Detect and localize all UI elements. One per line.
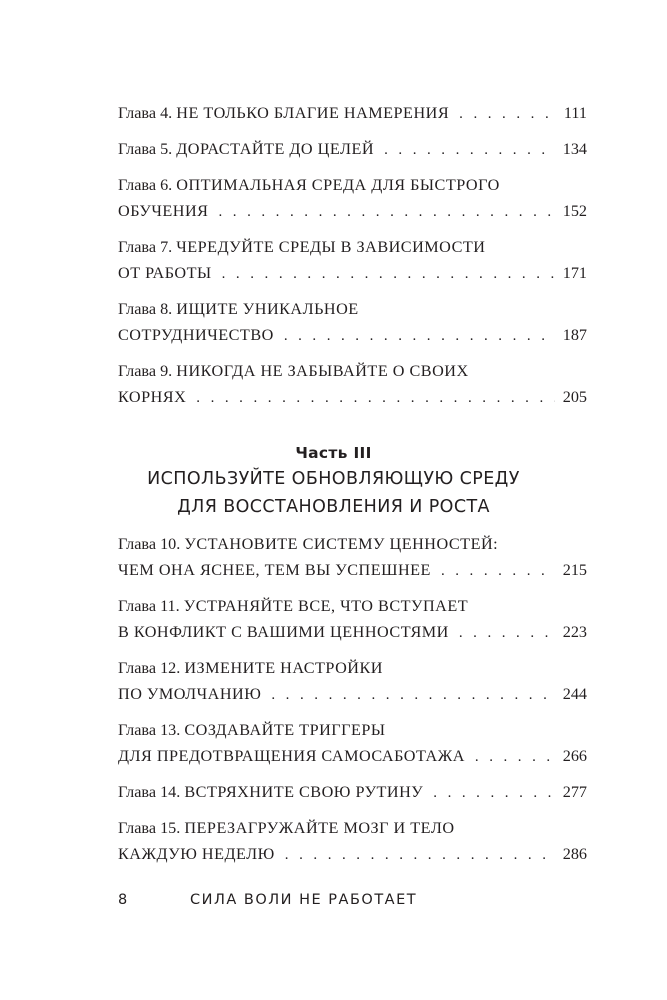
page-number: 187 <box>562 326 587 344</box>
footer-book-title: СИЛА ВОЛИ НЕ РАБОТАЕТ <box>190 892 418 908</box>
dot-leader <box>433 780 554 806</box>
chapter-title-text <box>118 260 212 286</box>
footer-page-number: 8 <box>118 892 129 908</box>
chapter-title-text: КОРНЯХ <box>118 388 187 406</box>
toc-entry <box>118 655 587 708</box>
chapter-title-line <box>118 717 587 743</box>
chapter-title-text <box>118 557 431 583</box>
chapter-title-last-line <box>118 779 587 806</box>
chapter-title-text: ПО УМОЛЧАНИЮ <box>118 685 262 703</box>
chapter-title-text: ОБУЧЕНИЯ <box>118 202 209 220</box>
chapter-number: Глава 12. <box>118 659 181 677</box>
toc-entry <box>118 717 587 770</box>
chapter-title-line <box>118 172 587 198</box>
page-number: 277 <box>562 783 587 801</box>
toc-entry <box>118 100 587 127</box>
page-footer <box>118 892 417 908</box>
chapter-title-last-line <box>118 136 587 163</box>
chapter-title-text <box>118 384 186 410</box>
chapter-title-text: ЧЕРЕДУЙТЕ СРЕДЫ В ЗАВИСИМОСТИ <box>176 238 486 256</box>
page-number: 152 <box>562 202 587 220</box>
chapter-title-last-line <box>118 384 587 411</box>
dot-leader <box>196 385 554 411</box>
chapter-title-line <box>118 296 587 322</box>
chapter-title-last-line <box>118 841 587 868</box>
chapter-title-text: ПЕРЕЗАГРУЖАЙТЕ МОЗГ И ТЕЛО <box>184 819 455 837</box>
dot-leader <box>284 323 555 349</box>
chapter-title-last-line <box>118 260 587 287</box>
chapter-number: Глава 5. <box>118 140 173 158</box>
chapter-title-text: НИКОГДА НЕ ЗАБЫВАЙТЕ О СВОИХ <box>176 362 469 380</box>
table-of-contents-top <box>118 100 587 411</box>
chapter-title-last-line <box>118 198 587 225</box>
part-heading <box>0 441 667 521</box>
chapter-title-text: ВСТРЯХНИТЕ СВОЮ РУТИНУ <box>184 783 424 801</box>
chapter-number: Глава 6. <box>118 176 173 194</box>
chapter-title-text <box>118 743 465 769</box>
toc-entry <box>118 779 587 806</box>
chapter-title-text <box>118 681 261 707</box>
chapter-title-text <box>118 136 374 162</box>
dot-leader <box>459 101 556 127</box>
part-title-line-2: ДЛЯ ВОССТАНОВЛЕНИЯ И РОСТА <box>177 497 490 517</box>
page-number: 134 <box>562 140 587 158</box>
chapter-title-text: ДЛЯ ПРЕДОТВРАЩЕНИЯ САМОСАБОТАЖА <box>118 747 465 765</box>
chapter-title-line <box>118 358 587 384</box>
chapter-number: Глава 14. <box>118 783 181 801</box>
chapter-title-text: УСТРАНЯЙТЕ ВСЕ, ЧТО ВСТУПАЕТ <box>183 597 469 615</box>
chapter-title-text <box>118 100 449 126</box>
dot-leader <box>271 682 554 708</box>
dot-leader <box>459 620 555 646</box>
page-number: 171 <box>562 264 587 282</box>
chapter-title-text: В КОНФЛИКТ С ВАШИМИ ЦЕННОСТЯМИ <box>118 623 449 641</box>
dot-leader <box>218 199 554 225</box>
toc-entry <box>118 172 587 225</box>
chapter-title-text <box>118 198 208 224</box>
toc-entry <box>118 531 587 584</box>
chapter-title-text <box>118 322 274 348</box>
chapter-number: Глава 8. <box>118 300 173 318</box>
chapter-number: Глава 15. <box>118 819 181 837</box>
chapter-title-line <box>118 531 587 557</box>
toc-entry <box>118 296 587 349</box>
toc-entry <box>118 358 587 411</box>
chapter-number: Глава 4. <box>118 104 173 122</box>
chapter-title-text: ДОРАСТАЙТЕ ДО ЦЕЛЕЙ <box>176 140 375 158</box>
dot-leader <box>441 558 555 584</box>
chapter-title-text: ЧЕМ ОНА ЯСНЕЕ, ТЕМ ВЫ УСПЕШНЕЕ <box>118 561 431 579</box>
chapter-number: Глава 13. <box>118 721 181 739</box>
chapter-title-text <box>118 841 275 867</box>
chapter-title-last-line <box>118 322 587 349</box>
page-number: 205 <box>562 388 587 406</box>
chapter-title-last-line <box>118 619 587 646</box>
chapter-title-last-line <box>118 681 587 708</box>
part-title-line-1: ИСПОЛЬЗУЙТЕ ОБНОВЛЯЮЩУЮ СРЕДУ <box>147 469 520 489</box>
chapter-title-last-line <box>118 557 587 584</box>
chapter-title-line <box>118 655 587 681</box>
chapter-title-text: НЕ ТОЛЬКО БЛАГИЕ НАМЕРЕНИЯ <box>176 104 450 122</box>
chapter-title-line <box>118 815 587 841</box>
chapter-title-text: ИЩИТЕ УНИКАЛЬНОЕ <box>176 300 359 318</box>
page-number: 215 <box>562 561 587 579</box>
page-number: 111 <box>563 104 587 122</box>
dot-leader <box>384 137 555 163</box>
chapter-number: Глава 7. <box>118 238 173 256</box>
chapter-title-text: СОЗДАВАЙТЕ ТРИГГЕРЫ <box>184 721 386 739</box>
chapter-title-line <box>118 593 587 619</box>
chapter-title-text: ОПТИМАЛЬНАЯ СРЕДА ДЛЯ БЫСТРОГО <box>176 176 500 194</box>
chapter-title-last-line <box>118 100 587 127</box>
chapter-number: Глава 11. <box>118 597 180 615</box>
chapter-title-text <box>118 619 449 645</box>
chapter-title-text <box>118 779 423 805</box>
chapter-title-text: ИЗМЕНИТЕ НАСТРОЙКИ <box>184 659 383 677</box>
chapter-number: Глава 10. <box>118 535 181 553</box>
dot-leader <box>222 261 555 287</box>
chapter-title-text: СОТРУДНИЧЕСТВО <box>118 326 274 344</box>
chapter-title-last-line <box>118 743 587 770</box>
chapter-title-line <box>118 234 587 260</box>
page-number: 266 <box>562 747 587 765</box>
toc-entry <box>118 234 587 287</box>
page-number: 286 <box>562 845 587 863</box>
chapter-title-text: КАЖДУЮ НЕДЕЛЮ <box>118 845 275 863</box>
table-of-contents-bottom <box>118 531 587 868</box>
dot-leader <box>475 744 555 770</box>
toc-entry <box>118 136 587 163</box>
toc-entry <box>118 593 587 646</box>
part-label: Часть III <box>295 444 372 462</box>
toc-entry <box>118 815 587 868</box>
chapter-title-text: ОТ РАБОТЫ <box>118 264 212 282</box>
chapter-number: Глава 9. <box>118 362 173 380</box>
page-number: 223 <box>562 623 587 641</box>
dot-leader <box>285 842 555 868</box>
page-number: 244 <box>562 685 587 703</box>
chapter-title-text: УСТАНОВИТЕ СИСТЕМУ ЦЕННОСТЕЙ: <box>184 535 499 553</box>
